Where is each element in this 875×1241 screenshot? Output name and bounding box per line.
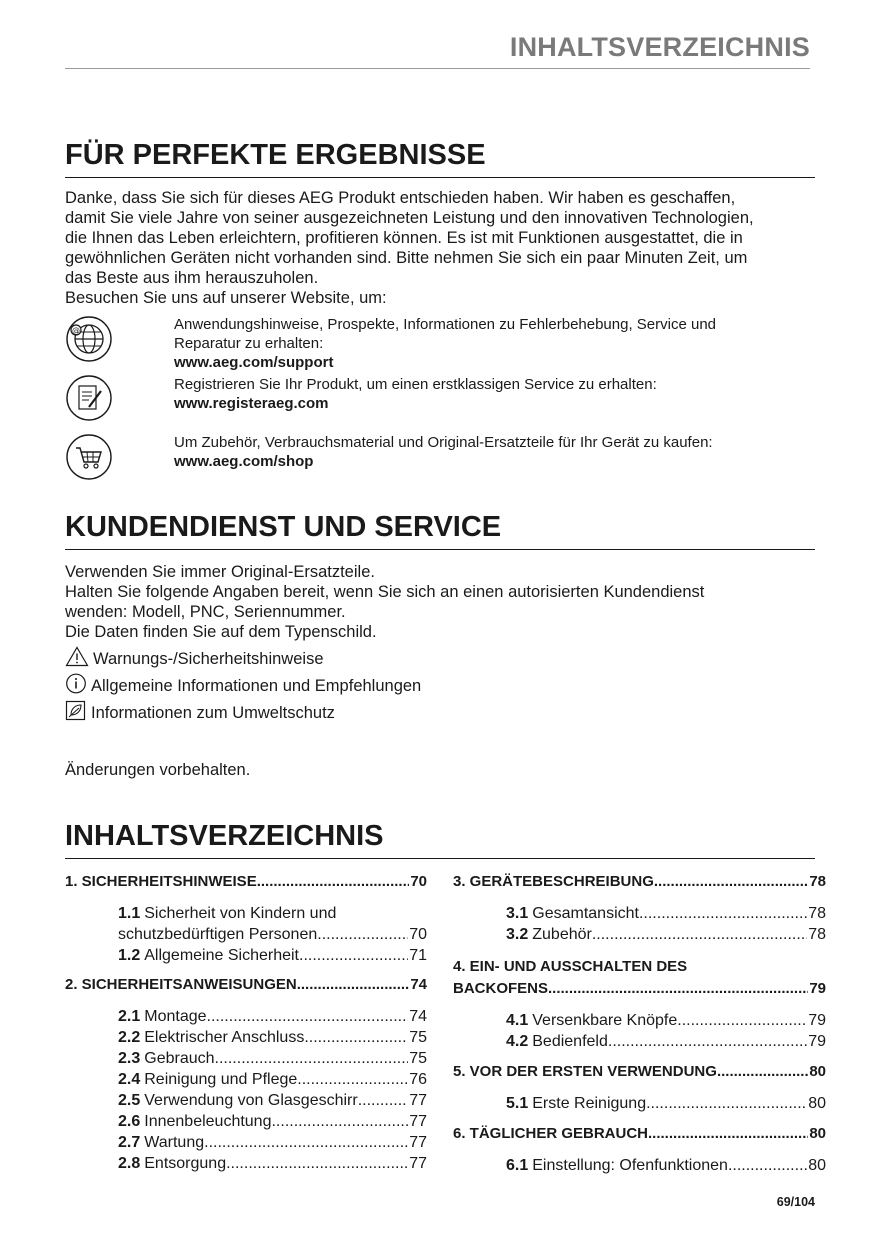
toc-page: 79 [809,980,826,997]
toc-sub-num: 1.2 [118,947,141,964]
section-title-toc: INHALTSVERZEICHNIS [65,819,815,859]
symbol-label: Warnungs-/Sicherheitshinweise [93,650,324,668]
toc-sub-2-7[interactable] [118,1132,427,1153]
intro-line: das Beste aus ihm herauszuholen. [65,269,319,287]
intro-line: Besuchen Sie uns auf unserer Website, um: [65,289,387,307]
toc-sub-2-8[interactable] [118,1153,427,1174]
toc-page: 79 [808,1033,826,1050]
service-line: Verwenden Sie immer Original-Ersatzteile. [65,563,375,581]
toc-label: 1. SICHERHEITSHINWEISE [65,873,257,890]
toc-page: 70 [410,873,427,890]
toc-page: 78 [808,926,826,943]
toc-sub-text: Wartung [144,1134,205,1151]
toc-sub-text: schutzbedürftigen Personen [118,926,318,943]
intro-line: die Ihnen das Leben erleichtern, profitieren können. Es ist mit Funktionen ausgestattet, die in [65,229,743,247]
toc-sub-num: 4.2 [506,1033,529,1050]
toc-sub-text: Entsorgung [144,1155,227,1172]
toc-sub-4-1[interactable] [506,1010,826,1031]
toc-page: 77 [409,1113,427,1130]
intro-paragraph [65,188,815,308]
toc-entry-4-line2[interactable] [453,979,826,999]
toc-page: 78 [808,905,826,922]
toc-sub-text: Gebrauch [144,1050,215,1067]
toc-sub-2-2[interactable] [118,1027,427,1048]
toc-page: 79 [808,1012,826,1029]
toc-sub-num: 4.1 [506,1012,529,1029]
toc-sub-num: 1.1 [118,905,141,922]
toc-page: 75 [409,1029,427,1046]
web-item-text [174,433,713,471]
toc-sub-text: Versenkbare Knöpfe [532,1012,678,1029]
toc-sub-4-2[interactable] [506,1031,826,1052]
toc-sub-6-1[interactable] [506,1155,826,1176]
toc-sub-num: 6.1 [506,1157,529,1174]
symbol-row-environment [65,700,335,724]
svg-text:@: @ [72,326,80,335]
symbol-row-info [65,673,421,697]
toc-page: 74 [410,976,427,993]
service-line: wenden: Modell, PNC, Seriennummer. [65,603,346,621]
toc-sub-num: 2.2 [118,1029,141,1046]
symbol-label: Informationen zum Umweltschutz [91,704,335,722]
shopping-cart-icon [65,433,113,481]
toc-label: 6. TÄGLICHER GEBRAUCH [453,1125,649,1142]
toc-page: 77 [409,1155,427,1172]
toc-left-column [65,872,427,1174]
warning-icon [65,646,89,667]
toc-sub-text: Erste Reinigung [532,1095,647,1112]
toc-entry-3[interactable] [453,872,826,892]
section-title-kundendienst: KUNDENDIENST UND SERVICE [65,510,815,550]
web-item-support [65,315,815,371]
intro-line: gewöhnlichen Geräten nicht vorhanden sind. Bitte nehmen Sie sich ein paar Minuten Zeit, um [65,249,748,267]
toc-sub-num: 2.3 [118,1050,141,1067]
toc-sub-text: Einstellung: Ofenfunktionen [532,1157,728,1174]
service-line: Die Daten finden Sie auf dem Typenschild. [65,623,377,641]
web-item-shop [65,433,815,489]
toc-sub-text: Gesamtansicht [532,905,639,922]
info-icon [65,673,87,694]
toc-sub-num: 5.1 [506,1095,529,1112]
toc-sub-text: Montage [144,1008,207,1025]
web-item-line: Anwendungshinweise, Prospekte, Informationen zu Fehlerbehebung, Service und [174,316,717,333]
toc-sub-num: 2.4 [118,1071,141,1088]
toc-page: 78 [809,873,826,890]
toc-sub-3-1[interactable] [506,903,826,924]
toc-sub-num: 2.1 [118,1008,141,1025]
toc-page: 80 [808,1095,826,1112]
toc-sub-2-1[interactable] [118,1006,427,1027]
toc-label: 3. GERÄTEBESCHREIBUNG [453,873,654,890]
register-link[interactable]: www.registeraeg.com [174,395,329,412]
toc-page: 74 [409,1008,427,1025]
page-number: 69/104 [776,1195,815,1209]
toc-sub-2-4[interactable] [118,1069,427,1090]
toc-sub-num: 3.2 [506,926,529,943]
toc-page: 70 [409,926,427,943]
web-item-text [174,375,657,413]
shop-link[interactable]: www.aeg.com/shop [174,453,314,470]
section-title-ergebnisse: FÜR PERFEKTE ERGEBNISSE [65,138,815,178]
toc-sub-num: 2.8 [118,1155,141,1172]
toc-page: 76 [409,1071,427,1088]
toc-page: 80 [809,1125,826,1142]
web-item-text [174,315,716,372]
toc-sub-3-2[interactable] [506,924,826,945]
web-item-register [65,374,815,430]
toc-sub-text: Allgemeine Sicherheit [144,947,299,964]
toc-sub-text: Zubehör [532,926,592,943]
toc-sub-2-3[interactable] [118,1048,427,1069]
toc-page: 75 [409,1050,427,1067]
symbol-row-warning [65,646,324,670]
register-icon [65,374,113,422]
web-item-line: Reparatur zu erhalten: [174,335,324,352]
changes-note: Änderungen vorbehalten. [65,761,251,779]
toc-entry-4-line1[interactable] [453,957,826,977]
toc-sub-2-6[interactable] [118,1111,427,1132]
toc-entry-1[interactable] [65,872,427,892]
toc-sub-num: 2.7 [118,1134,141,1151]
web-item-line: Um Zubehör, Verbrauchsmaterial und Original-Ersatzteile für Ihr Gerät zu kaufen: [174,434,713,451]
service-line: Halten Sie folgende Angaben bereit, wenn Sie sich an einen autorisierten Kundendienst [65,583,705,601]
toc-sub-text: Bedienfeld [532,1033,608,1050]
globe-icon [65,315,113,363]
toc-page: 77 [409,1134,427,1151]
toc-sub-1-2[interactable] [118,945,427,966]
toc-sub-1-1-line2[interactable] [118,924,427,945]
toc-label: BACKOFENS [453,980,549,997]
toc-right-column [453,872,826,1176]
toc-entry-2[interactable] [65,975,427,995]
support-link[interactable]: www.aeg.com/support [174,354,334,371]
toc-entry-5[interactable] [453,1062,826,1082]
toc-sub-num: 2.5 [118,1092,141,1109]
toc-sub-num: 3.1 [506,905,529,922]
web-item-line: Registrieren Sie Ihr Produkt, um einen erstklassigen Service zu erhalten: [174,376,657,393]
toc-sub-num: 2.6 [118,1113,141,1130]
toc-sub-text: Reinigung und Pflege [144,1071,298,1088]
toc-label: 4. EIN- UND AUSSCHALTEN DES [453,958,688,975]
toc-page: 77 [409,1092,427,1109]
toc-entry-6[interactable] [453,1124,826,1144]
environment-icon [65,700,87,721]
toc-sub-5-1[interactable] [506,1093,826,1114]
page-header [65,30,810,69]
toc-sub-text: Innenbeleuchtung [144,1113,272,1130]
toc-page: 80 [809,1063,826,1080]
symbol-label: Allgemeine Informationen und Empfehlungen [91,677,422,695]
toc-page: 80 [808,1157,826,1174]
intro-line: damit Sie viele Jahre von seiner ausgezeichneten Leistung und den innovativen Technologien, [65,209,754,227]
intro-line: Danke, dass Sie sich für dieses AEG Produkt entschieden haben. Wir haben es geschaffen, [65,189,736,207]
service-paragraph [65,562,815,642]
header-title: INHALTSVERZEICHNIS [509,32,810,62]
toc-sub-2-5[interactable] [118,1090,427,1111]
toc-label: 5. VOR DER ERSTEN VERWENDUNG [453,1063,717,1080]
toc-sub-text: Sicherheit von Kindern und [144,905,337,922]
toc-label: 2. SICHERHEITSANWEISUNGEN [65,976,297,993]
toc-page: 71 [409,947,427,964]
toc-sub-text: Verwendung von Glasgeschirr [144,1092,358,1109]
toc-sub-text: Elektrischer Anschluss [144,1029,305,1046]
toc-sub-1-1-line1[interactable] [118,903,427,924]
